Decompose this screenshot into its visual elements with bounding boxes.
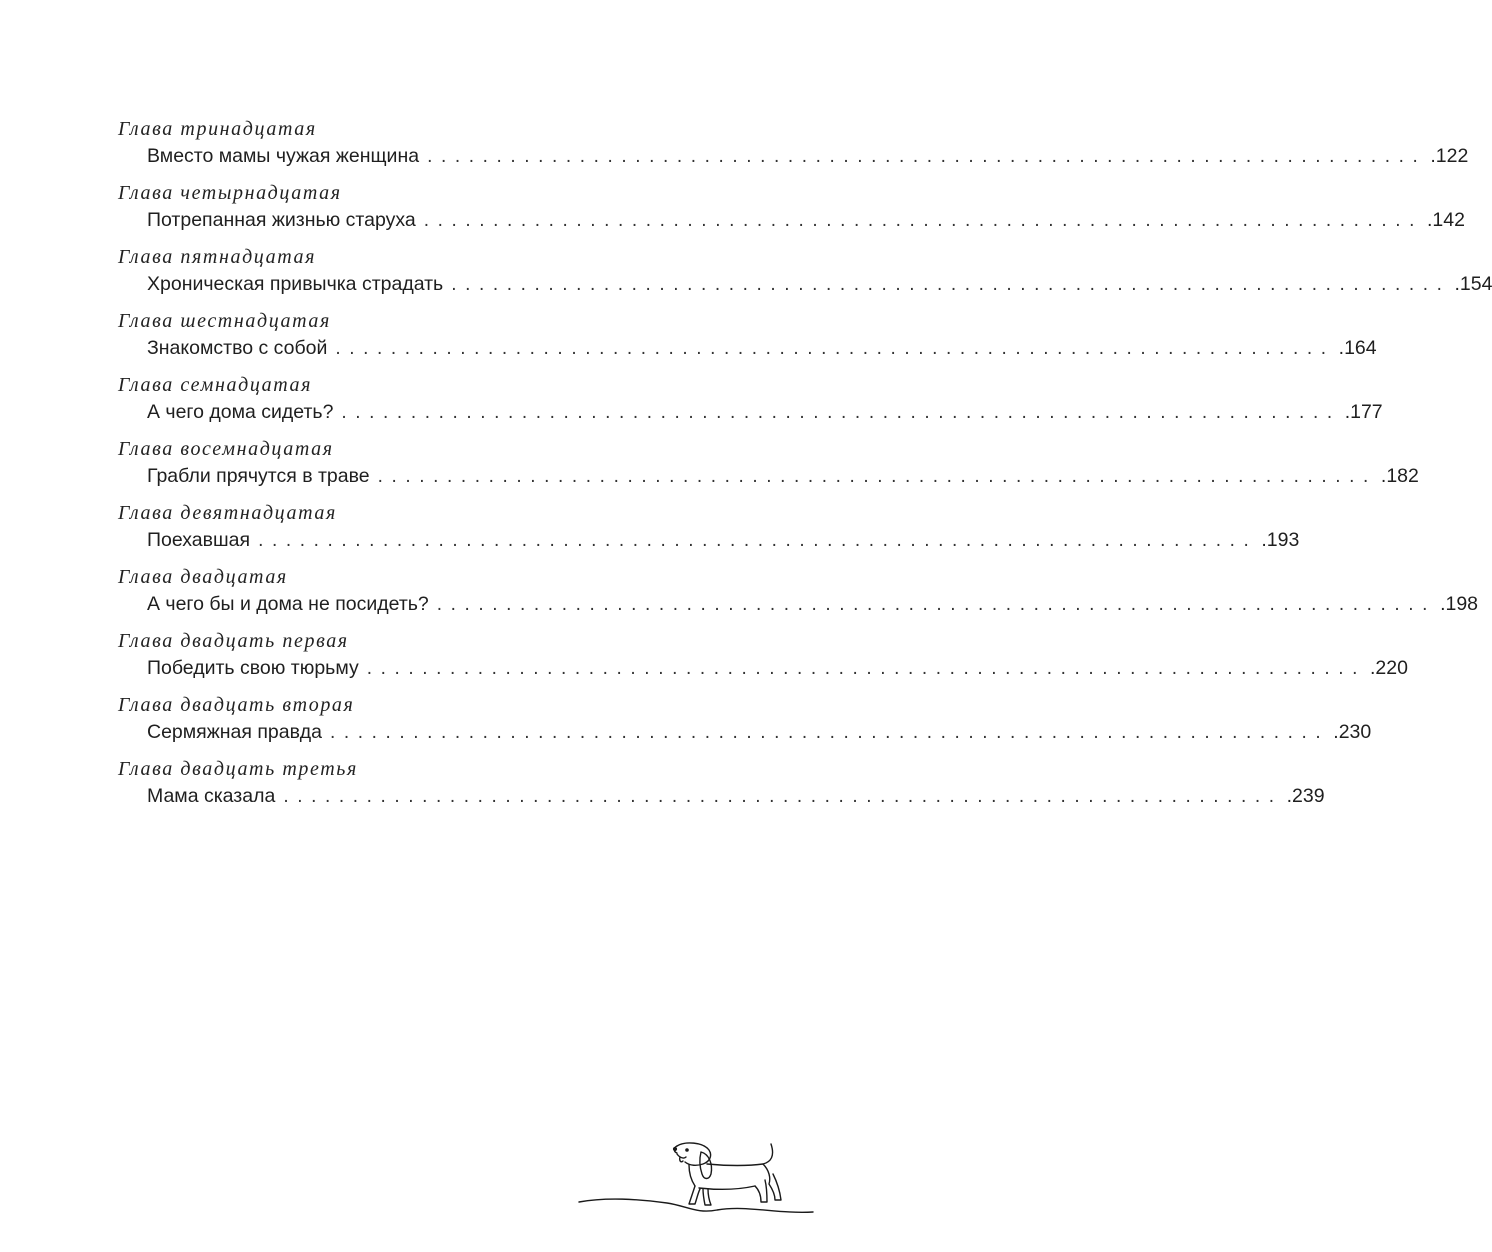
page-number: .142 [1427, 209, 1465, 231]
chapter-title: Знакомство с собой [147, 337, 328, 359]
toc-line [147, 337, 1377, 360]
chapter-heading: Глава шестнадцатая [118, 310, 331, 332]
toc-line [147, 593, 1479, 616]
page-number: .154 [1454, 273, 1492, 295]
chapter-heading: Глава восемнадцатая [118, 438, 334, 460]
toc-entry [0, 240, 1492, 304]
page-number: .198 [1440, 593, 1479, 615]
chapter-title: Хроническая привычка страдать [147, 273, 444, 295]
dot-leader: ........................................................................ [258, 530, 1258, 551]
page-number: .230 [1333, 721, 1372, 743]
dot-leader: ........................................................................ [377, 466, 1377, 487]
dot-leader: ........................................................................ [335, 338, 1335, 359]
chapter-heading: Глава тринадцатая [118, 118, 317, 140]
page-number: .177 [1344, 401, 1383, 423]
page-number: .193 [1261, 529, 1300, 551]
toc-line [147, 401, 1383, 424]
dot-leader: ........................................................................ [436, 594, 1437, 615]
toc-line [147, 209, 1465, 232]
dot-leader: ........................................................................ [341, 402, 1341, 423]
chapter-title: А чего бы и дома не посидеть? [147, 593, 429, 615]
chapter-title: А чего дома сидеть? [147, 401, 334, 423]
chapter-heading: Глава двадцать третья [118, 758, 358, 780]
toc-line [147, 721, 1372, 744]
dachshund-icon [577, 1142, 815, 1222]
dot-leader: ........................................................................ [451, 274, 1451, 295]
page-number: .122 [1430, 145, 1469, 167]
page-number: .220 [1370, 657, 1408, 679]
toc-entry [0, 624, 1408, 688]
chapter-title: Вместо мамы чужая женщина [147, 145, 420, 167]
chapter-title: Победить свою тюрьму [147, 657, 359, 679]
dot-leader: ........................................................................ [283, 786, 1283, 807]
toc-entry [0, 432, 1419, 496]
toc-entry [0, 176, 1465, 240]
page-number: .239 [1286, 785, 1325, 807]
toc-line [147, 529, 1300, 552]
toc-entry [0, 752, 1325, 816]
chapter-heading: Глава двадцать вторая [118, 694, 355, 716]
toc-line [147, 657, 1408, 680]
table-of-contents [0, 112, 1492, 816]
toc-entry [0, 560, 1479, 624]
page-number: .182 [1380, 465, 1419, 487]
chapter-heading: Глава пятнадцатая [118, 246, 317, 268]
page-number: .164 [1338, 337, 1377, 359]
chapter-title: Грабли прячутся в траве [147, 465, 370, 487]
dot-leader: ........................................................................ [423, 210, 1424, 231]
chapter-heading: Глава двадцать первая [118, 630, 349, 652]
toc-line [147, 785, 1325, 808]
chapter-title: Сермяжная правда [147, 721, 322, 743]
toc-entry [0, 304, 1377, 368]
toc-line [147, 465, 1419, 488]
dot-leader: ........................................................................ [366, 658, 1367, 679]
dot-leader: ........................................................................ [427, 146, 1427, 167]
chapter-heading: Глава девятнадцатая [118, 502, 337, 524]
toc-entry [0, 688, 1372, 752]
chapter-heading: Глава четырнадцатая [118, 182, 342, 204]
chapter-title: Потрепанная жизнью старуха [147, 209, 416, 231]
chapter-heading: Глава семнадцатая [118, 374, 313, 396]
chapter-title: Мама сказала [147, 785, 276, 807]
chapter-title: Поехавшая [147, 529, 251, 551]
toc-line [147, 145, 1469, 168]
toc-line [147, 273, 1492, 296]
dot-leader: ........................................................................ [330, 722, 1330, 743]
toc-entry [0, 368, 1383, 432]
chapter-heading: Глава двадцатая [118, 566, 288, 588]
toc-entry [0, 496, 1300, 560]
toc-entry [0, 112, 1469, 176]
